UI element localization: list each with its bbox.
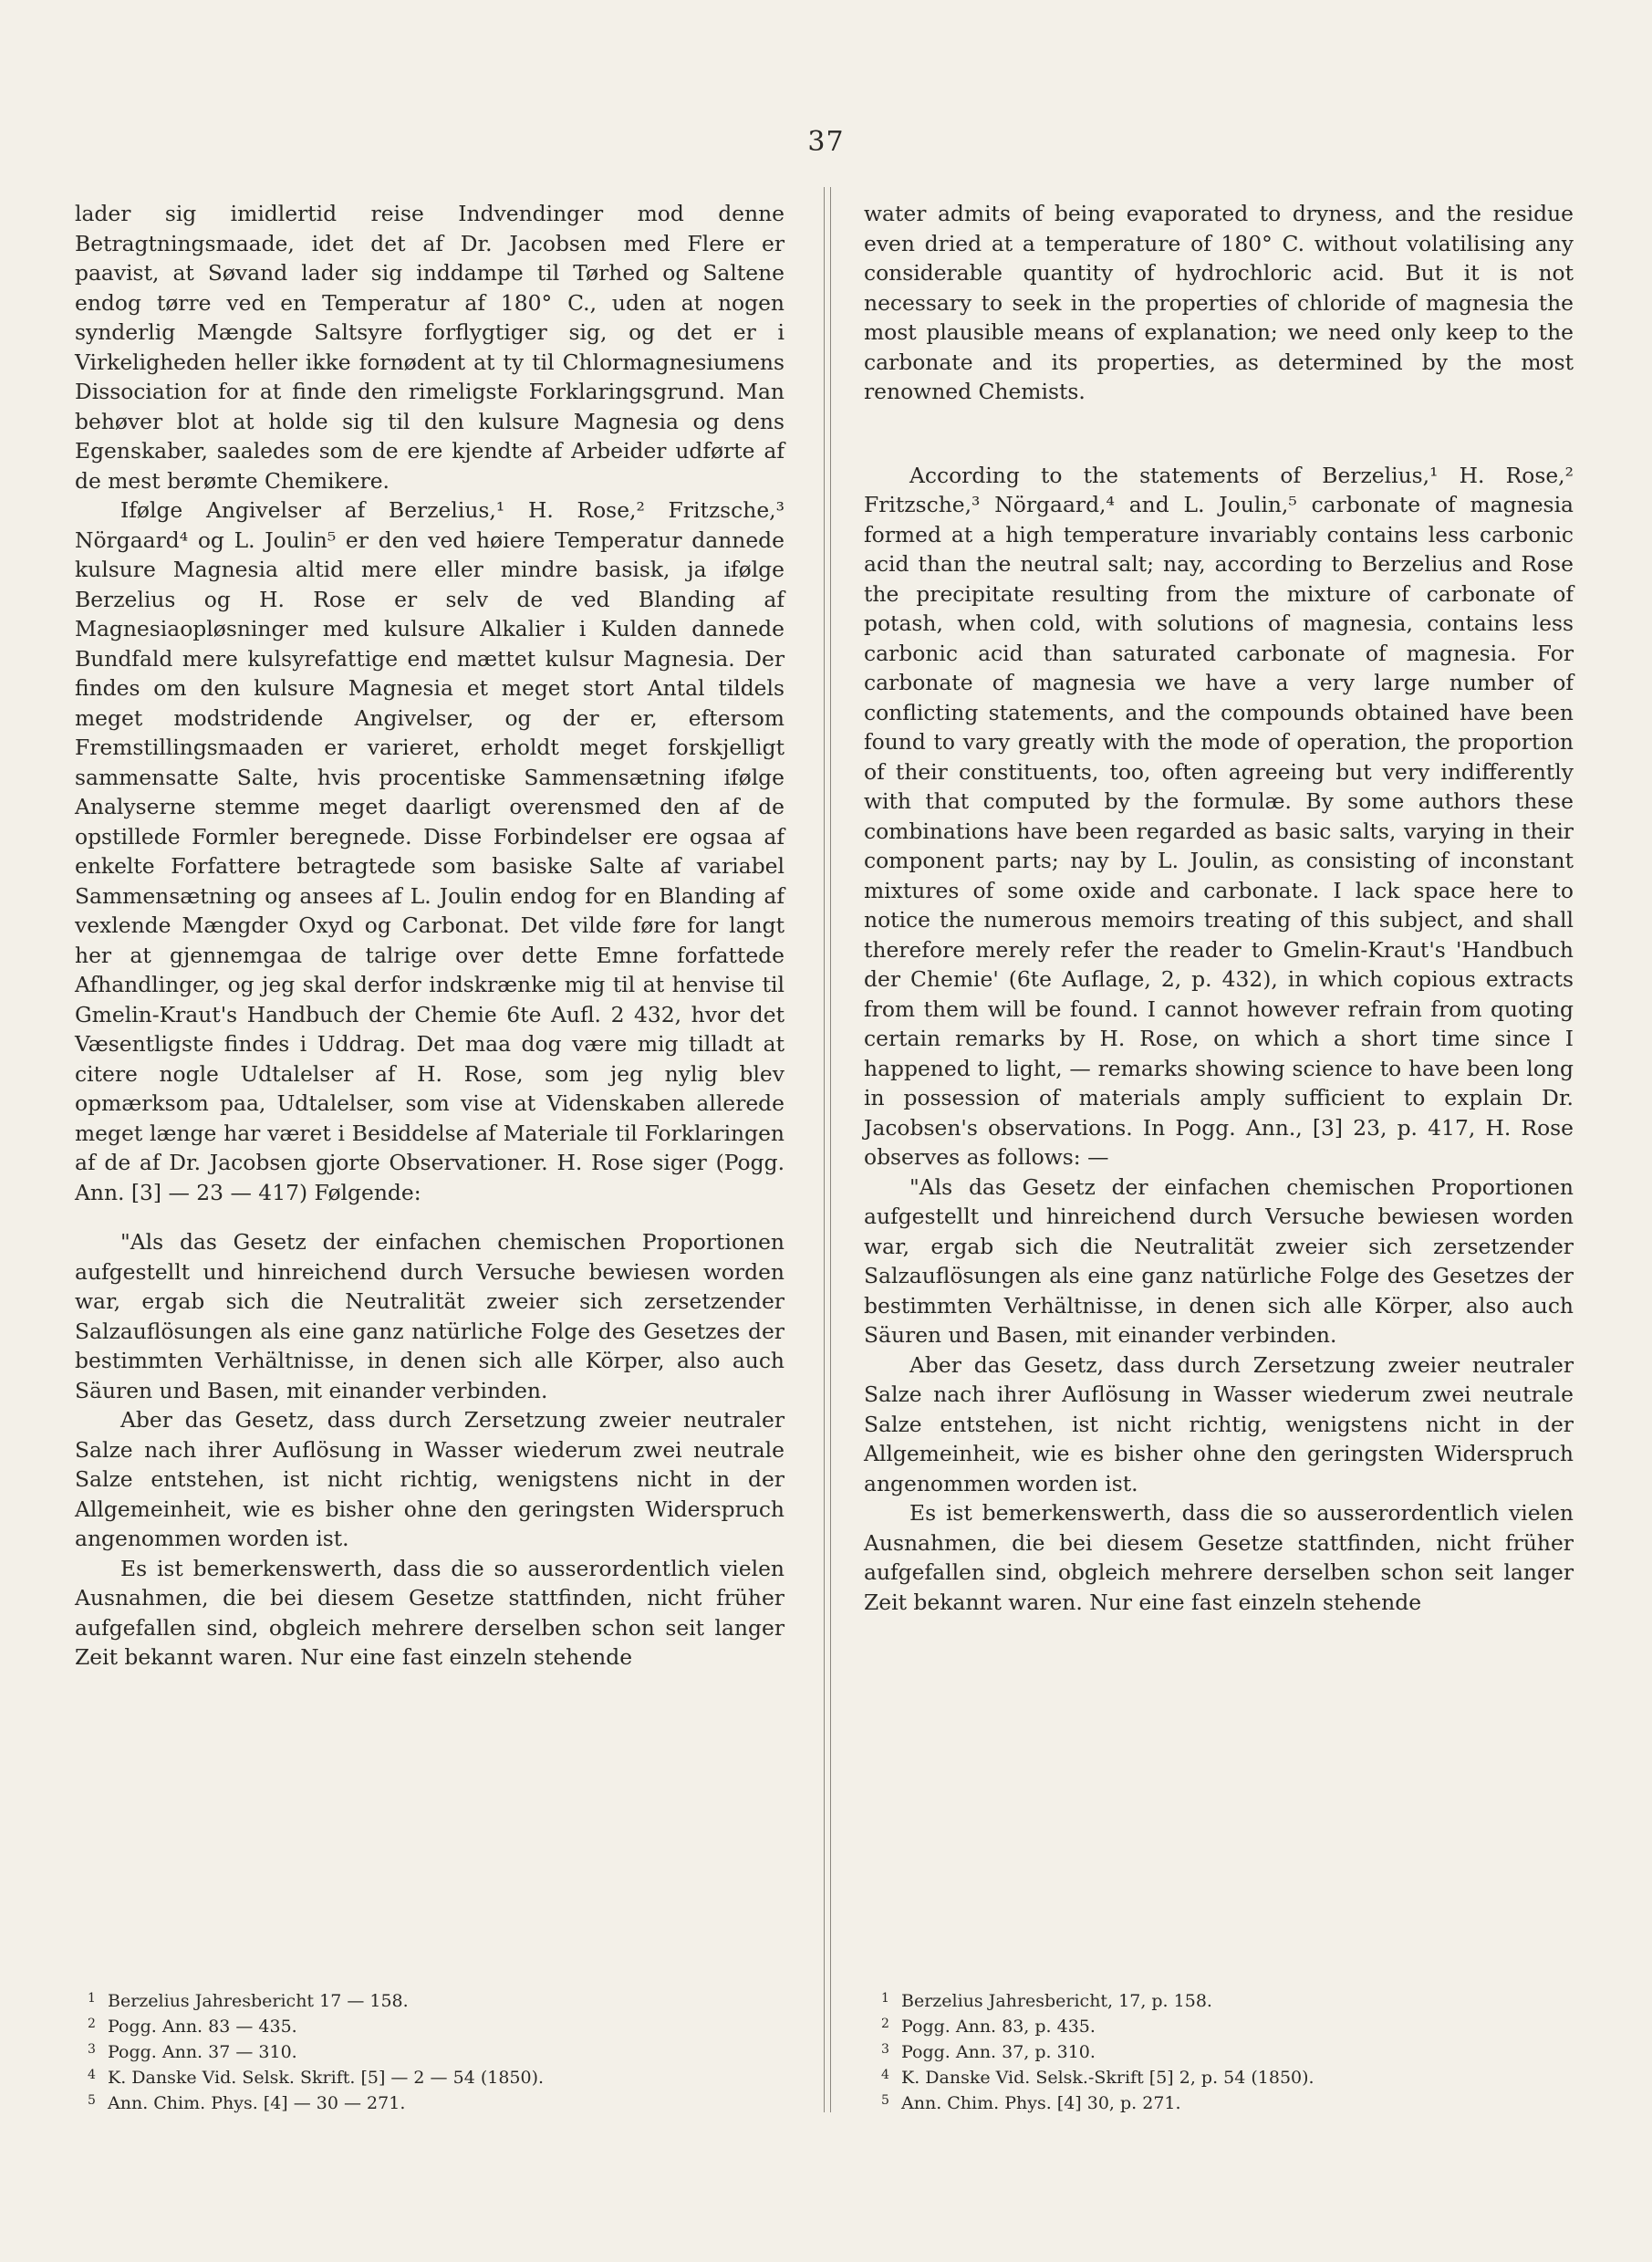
right-column-english xyxy=(864,199,1574,1617)
footnote-mark: 1 xyxy=(881,1991,889,2006)
footnote-text: Ann. Chim. Phys. [4] 30, p. 271. xyxy=(901,2093,1181,2113)
quoted-paragraph: Aber das Gesetz, dass durch Zersetzung zweier neutraler Salze nach ihrer Auflösung in Wasser wiederum zwei neutrale Salze entstehen, ist nicht richtig, wenigstens nicht in der Allgemeinheit, wie es bisher ohne den geringsten Widerspruch angenommen worden ist. xyxy=(75,1407,784,1551)
footnote xyxy=(881,2013,1429,2038)
footnote-text: Pogg. Ann. 37 — 310. xyxy=(108,2042,297,2062)
footnote-mark: 5 xyxy=(881,2093,889,2108)
footnote xyxy=(88,1987,635,2013)
column-divider xyxy=(824,187,825,2112)
footnote-mark: 3 xyxy=(88,2042,96,2057)
footnote-text: Pogg. Ann. 83, p. 435. xyxy=(901,2017,1096,2037)
left-column-danish xyxy=(75,199,784,1673)
column-divider xyxy=(830,187,831,2112)
paragraph: Ifølge Angivelser af Berzelius,¹ H. Rose,² Fritzsche,³ Nörgaard⁴ og L. Joulin⁵ er den ved høiere Temperatur dannede kulsure Magnesia altid mere eller mindre basisk, ja ifølge Berzelius og H. Rose er selv de ved Blanding af Magnesiaopløsninger med kulsure Alkalier i Kulden dannede Bundfald mere kulsyrefattige end mættet kulsur Magnesia. Der findes om den kulsure Magnesia et meget stort Antal tildels meget modstridende Angivelser, og der er, eftersom Fremstillingsmaaden er varieret, erholdt meget forskjelligt sammensatte Salte, hvis procentiske Sammensætning ifølge Analyserne stemme meget daarligt overensmed den af de opstillede Formler beregnede. Disse Forbindelser ere ogsaa af enkelte Forfattere betragtede som basiske Salte af variabel Sammensætning og ansees af L. Joulin endog for en Blanding af vexlende Mængder Oxyd og Carbonat. Det vilde føre for langt her at gjennemgaa de talrige over dette Emne forfattede Afhandlinger, og jeg skal derfor indskrænke mig til at henvise til Gmelin-Kraut's Handbuch der Chemie 6te Aufl. 2 432, hvor det Væsentligste findes i Uddrag. Det maa dog være mig tilladt at citere nogle Udtalelser af H. Rose, som jeg nylig blev opmærksom paa, Udtalelser, som vise at Videnskaben allerede meget længe har været i Besiddelse af Materiale til Forklaringen af de af Dr. Jacobsen gjorte Observationer. H. Rose siger (Pogg. Ann. [3] — 23 — 417) Følgende: xyxy=(75,497,784,1205)
footnote xyxy=(881,2064,1429,2090)
footnote-mark: 1 xyxy=(88,1991,96,2006)
footnote xyxy=(88,2013,635,2038)
footnote xyxy=(881,1987,1429,2013)
footnote xyxy=(881,2090,1429,2115)
footnote-text: K. Danske Vid. Selsk. Skrift. [5] — 2 — 54 (1850). xyxy=(108,2068,545,2088)
footnote-text: Pogg. Ann. 83 — 435. xyxy=(108,2017,297,2037)
footnote-text: Berzelius Jahresbericht, 17, p. 158. xyxy=(901,1991,1212,2011)
footnote-mark: 4 xyxy=(88,2068,96,2082)
footnote xyxy=(88,2090,635,2115)
footnote xyxy=(88,2038,635,2064)
footnote-text: Berzelius Jahresbericht 17 — 158. xyxy=(108,1991,409,2011)
footnote-mark: 5 xyxy=(88,2093,96,2108)
footnote-text: Ann. Chim. Phys. [4] — 30 — 271. xyxy=(108,2093,406,2113)
paragraph: lader sig imidlertid reise Indvendinger mod denne Betragtningsmaade, idet det af Dr. Jacobsen med Flere er paavist, at Søvand lader sig inddampe til Tørhed og Saltene endog tørre ved en Temperatur af 180° C., uden at nogen synderlig Mængde Saltsyre forflygtiger sig, og det er i Virkeligheden heller ikke fornødent at ty til Chlormagnesiumens Dissociation for at finde den rimeligste Forklaringsgrund. Man behøver blot at holde sig til den kulsure Magnesia og dens Egenskaber, saaledes som de ere kjendte af Arbeider udførte af de mest berømte Chemikere. xyxy=(75,201,784,494)
footnote-text: Pogg. Ann. 37, p. 310. xyxy=(901,2042,1096,2062)
page-number: 37 xyxy=(807,126,845,158)
quoted-paragraph: "Als das Gesetz der einfachen chemischen Proportionen aufgestellt und hinreichend durch Versuche bewiesen worden war, ergab sich die Neutralität zweier sich zersetzender Salzauflösungen als eine ganz natürliche Folge des Gesetzes der bestimmten Verhältnisse, in denen sich alle Körper, also auch Säuren und Basen, mit einander verbinden. xyxy=(864,1173,1574,1348)
footnote xyxy=(881,2038,1429,2064)
footnote-mark: 2 xyxy=(881,2017,889,2031)
paragraph: According to the statements of Berzelius,¹ H. Rose,² Fritzsche,³ Nörgaard,⁴ and L. Joulin,⁵ carbonate of magnesia formed at a high temperature invariably contains less carbonic acid than the neutral salt; nay, according to Berzelius and Rose the precipitate resulting from the mixture of carbonate of potash, when cold, with solutions of magnesia, contains less carbonic acid than saturated carbonate of magnesia. For carbonate of magnesia we have a very large number of conflicting statements, and the compounds obtained have been found to vary greatly with the mode of operation, the proportion of their constituents, too, often agreeing but very indifferently with that computed by the formulæ. By some authors these combinations have been regarded as basic salts, varying in their component parts; nay by L. Joulin, as consisting of inconstant mixtures of some oxide and carbonate. I lack space here to notice the numerous memoirs treating of this subject, and shall therefore merely refer the reader to Gmelin-Kraut's 'Handbuch der Chemie' (6te Auflage, 2, p. 432), in which copious extracts from them will be found. I cannot however refrain from quoting certain remarks by H. Rose, on which a short time since I happened to light, — remarks showing science to have been long in possession of materials amply sufficient to explain Dr. Jacobsen's observations. In Pogg. Ann., [3] 23, p. 417, H. Rose observes as follows: — xyxy=(864,462,1574,1170)
quoted-paragraph: Es ist bemerkenswerth, dass die so ausserordentlich vielen Ausnahmen, die bei diesem Gesetze stattfinden, nicht früher aufgefallen sind, obgleich mehrere derselben schon seit langer Zeit bekannt waren. Nur eine fast einzeln stehende xyxy=(75,1555,784,1670)
paragraph: water admits of being evaporated to dryness, and the residue even dried at a temperature of 180° C. without volatilising any considerable quantity of hydrochloric acid. But it is not necessary to seek in the properties of chloride of magnesia the most plausible means of explanation; we need only keep to the carbonate and its properties, as determined by the most renowned Chemists. xyxy=(864,201,1574,404)
footnote-mark: 2 xyxy=(88,2017,96,2031)
footnote-mark: 3 xyxy=(881,2042,889,2057)
footnote-mark: 4 xyxy=(881,2068,889,2082)
quoted-paragraph: Aber das Gesetz, dass durch Zersetzung zweier neutraler Salze nach ihrer Auflösung in Wasser wiederum zwei neutrale Salze entstehen, ist nicht richtig, wenigstens nicht in der Allgemeinheit, wie es bisher ohne den geringsten Widerspruch angenommen worden ist. xyxy=(864,1351,1574,1496)
quoted-paragraph: Es ist bemerkenswerth, dass die so ausserordentlich vielen Ausnahmen, die bei diesem Gesetze stattfinden, nicht früher aufgefallen sind, obgleich mehrere derselben schon seit langer Zeit bekannt waren. Nur eine fast einzeln stehende xyxy=(864,1500,1574,1615)
quoted-paragraph: "Als das Gesetz der einfachen chemischen Proportionen aufgestellt und hinreichend durch Versuche bewiesen worden war, ergab sich die Neutralität zweier sich zersetzender Salzauflösungen als eine ganz natürliche Folge des Gesetzes der bestimmten Verhältnisse, in denen sich alle Körper, also auch Säuren und Basen, mit einander verbinden. xyxy=(75,1229,784,1403)
footnote-text: K. Danske Vid. Selsk.-Skrift [5] 2, p. 54 (1850). xyxy=(901,2068,1314,2088)
left-footnotes xyxy=(88,1987,635,2115)
footnote xyxy=(88,2064,635,2090)
right-footnotes xyxy=(881,1987,1429,2115)
